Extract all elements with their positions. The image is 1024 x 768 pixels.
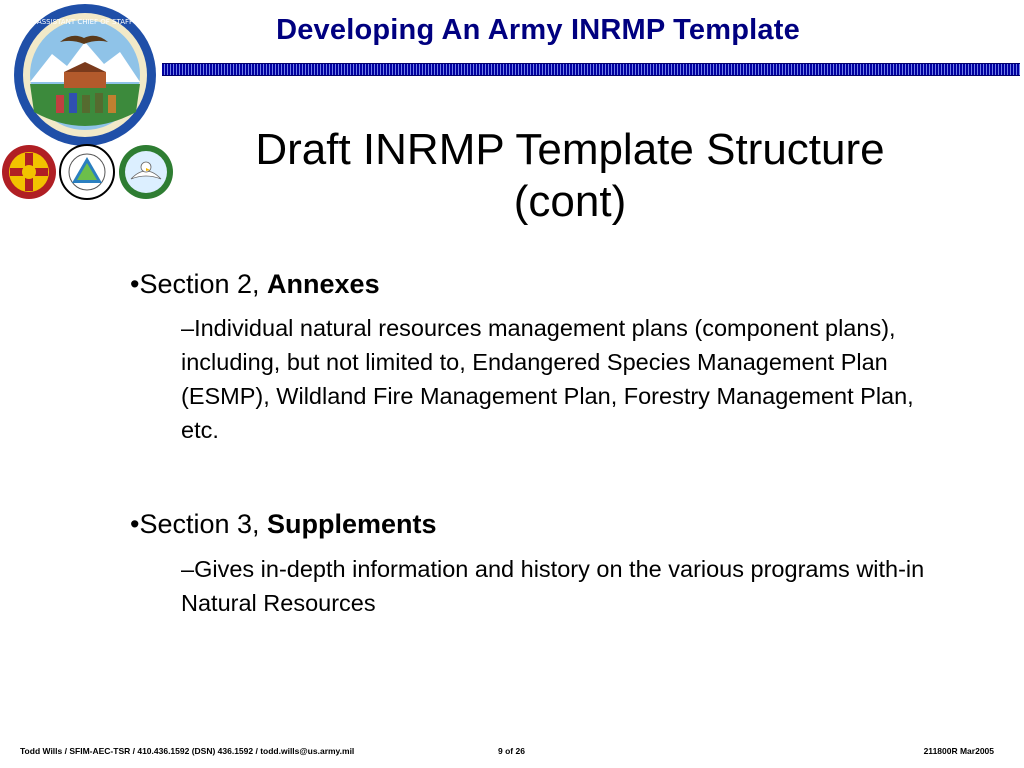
slide-title-line2: (cont)	[513, 177, 627, 226]
slide-title-line1: Draft INRMP Template Structure	[255, 125, 885, 174]
svg-text:ASSISTANT CHIEF OF STAFF: ASSISTANT CHIEF OF STAFF	[36, 18, 134, 26]
slide-title	[190, 124, 950, 228]
bullet-emphasis: Supplements	[267, 509, 437, 539]
bullet-section-3	[130, 508, 437, 540]
header-divider-bar	[162, 63, 1020, 76]
army-installation-emblem-icon	[0, 143, 58, 201]
sub-bullet-supplements: –Gives in-depth information and history on the various programs with-in Natural Resources	[181, 556, 925, 616]
bullet-prefix: •Section 3,	[130, 509, 268, 539]
bullet-emphasis: Annexes	[267, 269, 380, 299]
acsim-seal-icon	[12, 2, 158, 148]
community-family-support-center-icon	[58, 143, 116, 201]
footer-contact: Todd Wills / SFIM-AEC-TSR / 410.436.1592 (DSN) 436.1592 / todd.wills@us.army.mil	[20, 746, 355, 756]
footer-date: 211800R Mar2005	[923, 746, 994, 756]
bullet-section-2	[130, 268, 380, 300]
sub-bullet-annexes: –Individual natural resources management plans (component plans), including, but not limited to, Endangered Species Management Plan (ESMP), Wildland Fire Management Plan, Forestry Management Plan, etc.	[181, 315, 914, 443]
usaec-seal-icon	[117, 143, 175, 201]
header-title: Developing An Army INRMP Template	[276, 14, 800, 46]
bullet-prefix: •Section 2,	[130, 269, 268, 299]
footer-page-number: 9 of 26	[498, 746, 525, 756]
